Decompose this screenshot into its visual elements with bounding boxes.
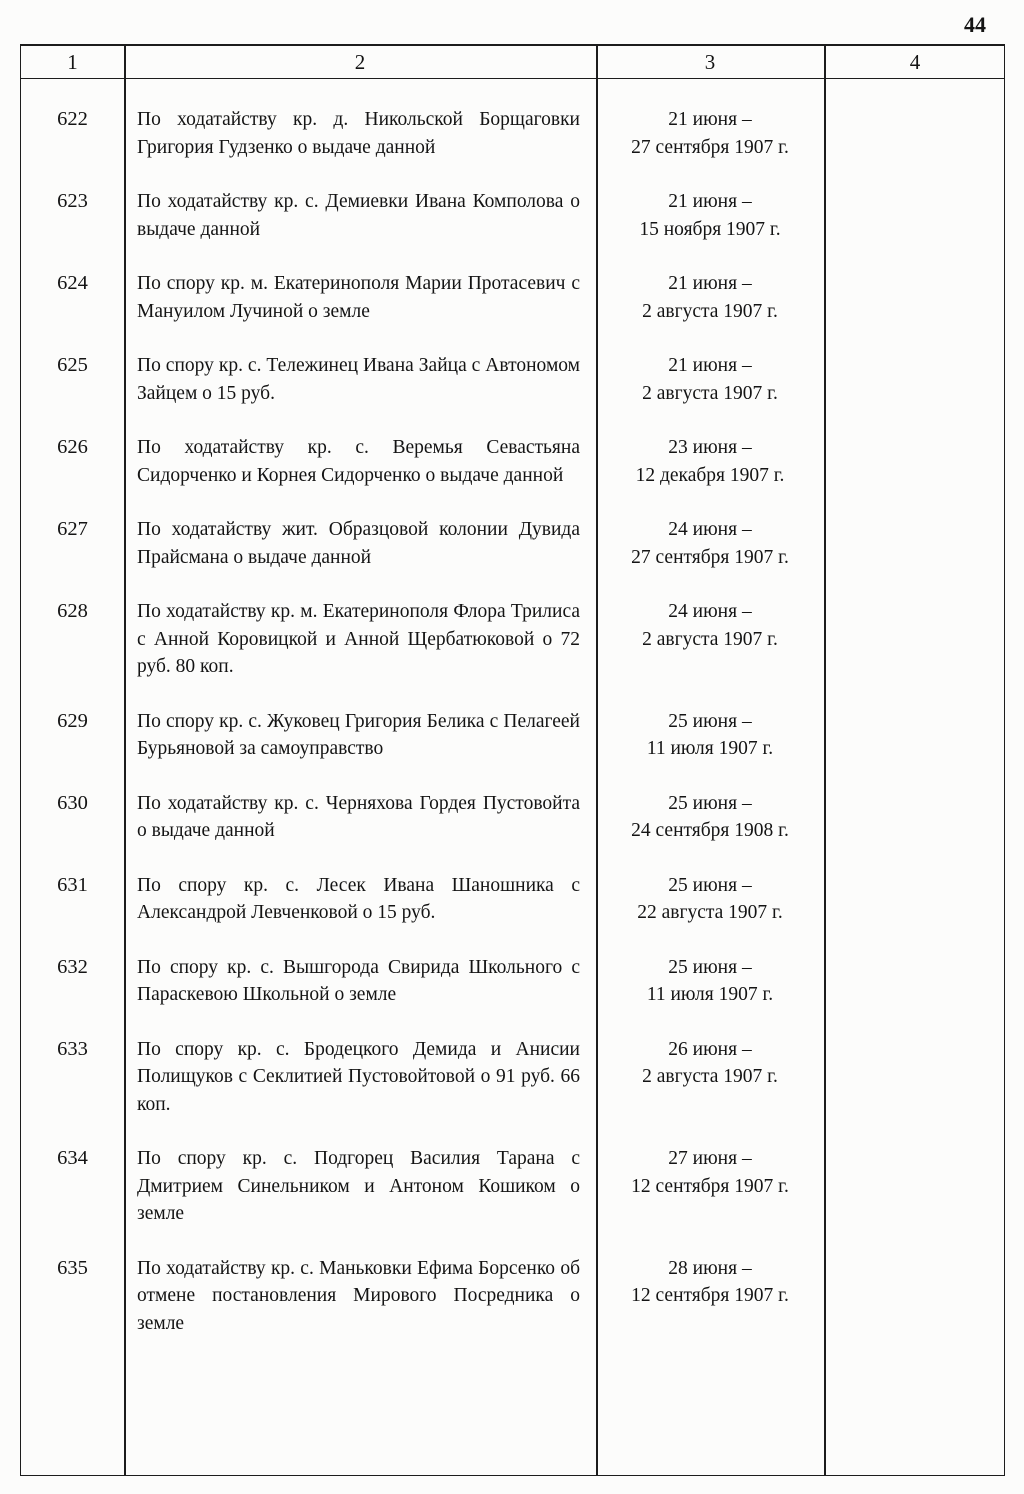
case-date-end: 12 декабря 1907 г. <box>635 464 785 486</box>
case-date-end: 27 сентября 1907 г. <box>631 546 789 568</box>
column-divider-1 <box>124 46 126 1475</box>
case-date-end: 27 сентября 1907 г. <box>631 136 789 158</box>
case-date-start: 25 июня – <box>668 792 752 814</box>
case-description: По ходатайству кр. с. Демиевки Ивана Комполова о выдаче данной <box>137 191 580 240</box>
table-header-row <box>21 46 1004 79</box>
case-date-start: 21 июня – <box>668 109 752 130</box>
case-date-start: 21 июня – <box>668 355 752 376</box>
case-date-start: 27 июня – <box>668 1148 752 1169</box>
case-dates <box>596 790 824 845</box>
table-row <box>21 598 1004 681</box>
case-dates <box>596 1036 824 1119</box>
register-table <box>20 44 1005 1476</box>
case-number: 625 <box>57 354 88 376</box>
case-description: По спору кр. с. Лесек Ивана Шаношника с Александрой Левченковой о 15 руб. <box>137 874 580 923</box>
case-number: 634 <box>57 1147 88 1169</box>
case-date-end: 12 сентября 1907 г. <box>631 1285 789 1306</box>
case-date-start: 25 июня – <box>668 874 752 896</box>
case-description: По спору кр. с. Вышгорода Свирида Школьного с Параскевою Школьной о земле <box>137 956 580 1005</box>
notes-cell <box>824 872 1006 927</box>
case-date-end: 11 июля 1907 г. <box>646 984 774 1005</box>
case-date-start: 24 июня – <box>668 519 752 540</box>
notes-cell <box>824 1255 1006 1338</box>
case-date-end: 11 июля 1907 г. <box>646 738 774 759</box>
case-number: 629 <box>57 709 88 732</box>
notes-cell <box>824 1036 1006 1119</box>
case-number: 622 <box>57 108 88 130</box>
case-number: 628 <box>57 600 88 622</box>
case-dates <box>596 106 824 161</box>
case-date-start: 28 июня – <box>668 1257 752 1279</box>
table-row <box>21 1255 1004 1338</box>
table-row <box>21 434 1004 489</box>
notes-cell <box>824 954 1006 1009</box>
table-row <box>21 270 1004 325</box>
case-date-end: 2 августа 1907 г. <box>642 382 778 404</box>
case-description: По ходатайству кр. д. Никольской Борщаговки Григория Гудзенко о выдаче данной <box>137 109 580 158</box>
case-date-start: 24 июня – <box>668 601 752 622</box>
case-dates <box>596 516 824 571</box>
case-description: По ходатайству кр. с. Веремья Севастьяна Сидорченко и Корнея Сидорченко о выдаче данной <box>137 437 580 486</box>
case-date-start: 25 июня – <box>668 710 752 732</box>
notes-cell <box>824 516 1006 571</box>
case-dates <box>596 188 824 243</box>
case-number: 631 <box>57 873 88 896</box>
notes-cell <box>824 352 1006 407</box>
case-dates <box>596 270 824 325</box>
column-header-3: 3 <box>704 49 716 74</box>
case-date-end: 12 сентября 1907 г. <box>631 1175 789 1197</box>
column-header-2: 2 <box>354 49 366 74</box>
table-row <box>21 352 1004 407</box>
page-number: 44 <box>964 12 986 37</box>
case-description: По ходатайству кр. м. Екатеринополя Флора Трилиса с Анной Коровицкой и Анной Щербатюковой о 72 руб. 80 коп. <box>137 601 580 677</box>
notes-cell <box>824 708 1006 763</box>
notes-cell <box>824 790 1006 845</box>
case-date-start: 21 июня – <box>668 191 752 212</box>
case-date-end: 2 августа 1907 г. <box>642 1066 778 1087</box>
case-dates <box>596 434 824 489</box>
case-description: По ходатайству жит. Образцовой колонии Дувида Прайсмана о выдаче данной <box>137 519 580 568</box>
case-date-end: 2 августа 1907 г. <box>642 300 778 322</box>
case-date-end: 15 ноября 1907 г. <box>639 218 781 240</box>
case-description: По спору кр. с. Жуковец Григория Белика с Пелагеей Бурьяновой за самоуправство <box>137 710 580 759</box>
table-row <box>21 516 1004 571</box>
case-description: По спору кр. с. Тележинец Ивана Зайца с Автономом Зайцем о 15 руб. <box>137 355 580 404</box>
column-header-1: 1 <box>67 49 78 74</box>
table-row <box>21 106 1004 161</box>
case-description: По ходатайству кр. с. Черняхова Гордея Пустовойта о выдаче данной <box>137 792 580 841</box>
case-dates <box>596 598 824 681</box>
case-date-start: 25 июня – <box>668 956 752 978</box>
case-date-start: 23 июня – <box>668 437 752 458</box>
case-number: 632 <box>57 955 88 978</box>
case-dates <box>596 1255 824 1338</box>
case-description: По спору кр. с. Бродецкого Демида и Анисии Полищуков с Секлитией Пустовойтовой о 91 руб. 66 коп. <box>137 1038 580 1115</box>
notes-cell <box>824 1145 1006 1228</box>
case-number: 626 <box>57 436 88 458</box>
case-dates <box>596 872 824 927</box>
case-date-end: 24 сентября 1908 г. <box>631 820 789 841</box>
case-dates <box>596 954 824 1009</box>
column-header-4: 4 <box>909 49 921 74</box>
table-row <box>21 1145 1004 1228</box>
case-date-start: 26 июня – <box>668 1038 752 1060</box>
case-dates <box>596 352 824 407</box>
case-description: По ходатайству кр. с. Маньковки Ефима Борсенко об отмене постановления Мирового Посредника о земле <box>137 1257 580 1334</box>
case-number: 627 <box>57 518 88 540</box>
table-row <box>21 872 1004 927</box>
notes-cell <box>824 598 1006 681</box>
table-row <box>21 708 1004 763</box>
case-number: 633 <box>57 1037 88 1060</box>
table-row <box>21 790 1004 845</box>
case-number: 623 <box>57 190 88 212</box>
case-number: 624 <box>57 272 88 294</box>
notes-cell <box>824 270 1006 325</box>
case-dates <box>596 708 824 763</box>
table-row <box>21 1036 1004 1119</box>
case-number: 635 <box>57 1256 88 1279</box>
notes-cell <box>824 434 1006 489</box>
table-row <box>21 188 1004 243</box>
case-description: По спору кр. м. Екатеринополя Марии Протасевич с Мануилом Лучиной о земле <box>137 273 580 322</box>
column-divider-2 <box>596 46 598 1475</box>
table-rows <box>21 79 1004 1337</box>
case-date-end: 22 августа 1907 г. <box>637 902 783 923</box>
case-number: 630 <box>57 791 88 814</box>
case-date-end: 2 августа 1907 г. <box>642 628 778 650</box>
case-dates <box>596 1145 824 1228</box>
notes-cell <box>824 188 1006 243</box>
case-date-start: 21 июня – <box>668 273 752 294</box>
table-row <box>21 954 1004 1009</box>
notes-cell <box>824 106 1006 161</box>
case-description: По спору кр. с. Подгорец Василия Тарана с Дмитрием Синельником и Антоном Кошиком о земле <box>137 1148 580 1224</box>
column-divider-3 <box>824 46 826 1475</box>
